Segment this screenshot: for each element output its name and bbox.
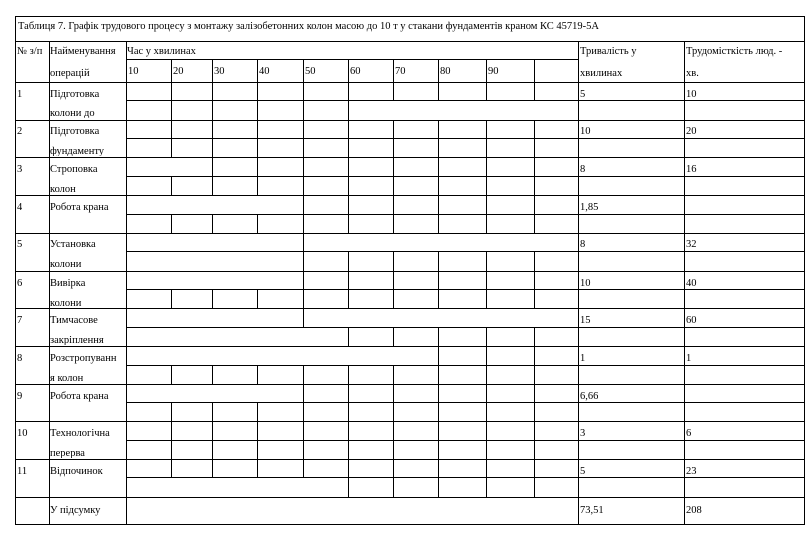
row-labor: 10 xyxy=(686,89,697,100)
gantt-tick xyxy=(534,327,535,346)
gantt-tick xyxy=(486,477,487,497)
gantt-tick xyxy=(486,459,487,477)
gantt-tick xyxy=(212,421,213,440)
gantt-tick xyxy=(486,327,487,346)
gantt-tick xyxy=(171,440,172,459)
gantt-tick xyxy=(171,82,172,100)
row-num: 6 xyxy=(17,278,23,289)
gantt-tick xyxy=(303,120,304,138)
gantt-tick xyxy=(393,365,394,384)
gantt-tick xyxy=(303,459,304,477)
row-labor: 6 xyxy=(686,428,692,439)
row-name-line1: Робота крана xyxy=(50,391,109,402)
gantt-tick xyxy=(438,271,439,289)
gantt-tick xyxy=(171,120,172,138)
row-duration: 1,85 xyxy=(580,202,599,213)
gantt-tick xyxy=(212,365,213,384)
row-subline xyxy=(578,138,684,139)
gantt-tick xyxy=(303,365,304,384)
gantt-tick xyxy=(348,384,349,402)
gantt-tick xyxy=(393,214,394,233)
row-num: 2 xyxy=(17,126,23,137)
gantt-tick xyxy=(393,384,394,402)
row-subline xyxy=(578,176,684,177)
gantt-tick xyxy=(534,82,535,100)
row-subline xyxy=(126,402,578,403)
gantt-tick xyxy=(212,138,213,157)
gantt-tick xyxy=(212,402,213,421)
gantt-tick xyxy=(257,459,258,477)
row-subline xyxy=(684,477,804,478)
row-subline xyxy=(578,100,684,101)
row-duration: 8 xyxy=(580,239,586,250)
header-num: № з/п xyxy=(17,46,43,57)
gantt-tick xyxy=(212,440,213,459)
gantt-tick xyxy=(438,214,439,233)
header-line xyxy=(126,59,578,60)
tick-line xyxy=(257,59,258,82)
row-subline xyxy=(126,477,578,478)
row-subline xyxy=(684,176,804,177)
gantt-tick xyxy=(534,195,535,214)
gantt-tick xyxy=(212,100,213,120)
row-subline xyxy=(126,176,578,177)
row-subline xyxy=(126,100,578,101)
gantt-tick xyxy=(212,459,213,477)
gantt-tick xyxy=(348,271,349,289)
row-name-line2: колони xyxy=(50,259,82,269)
gantt-tick xyxy=(303,421,304,440)
row-duration: 6,66 xyxy=(580,391,599,402)
table-caption: Таблиця 7. Графік трудового процесу з монтажу залізобетонних колон масою до 10 т у стакани фундаментів краном КС 45719-5А xyxy=(18,21,599,32)
gantt-tick xyxy=(486,176,487,195)
gantt-tick xyxy=(348,157,349,176)
row-labor: 60 xyxy=(686,315,697,326)
row-name-line2: колони xyxy=(50,298,82,308)
gantt-tick xyxy=(348,214,349,233)
row-line xyxy=(15,497,804,498)
gantt-tick xyxy=(348,82,349,100)
row-subline xyxy=(126,440,578,441)
gantt-tick xyxy=(534,384,535,402)
row-labor: 32 xyxy=(686,239,697,250)
gantt-tick xyxy=(438,346,439,365)
gantt-tick xyxy=(393,251,394,271)
gantt-tick xyxy=(486,271,487,289)
gantt-tick xyxy=(534,459,535,477)
row-duration: 5 xyxy=(580,89,586,100)
row-name-line1: Розстропуванн xyxy=(50,353,117,364)
row-num: 4 xyxy=(17,202,23,213)
gantt-tick xyxy=(171,176,172,195)
gantt-tick xyxy=(486,157,487,176)
gantt-tick xyxy=(303,233,304,251)
tick-line xyxy=(438,59,439,82)
gantt-tick xyxy=(212,289,213,308)
row-line xyxy=(15,459,804,460)
gantt-tick xyxy=(486,384,487,402)
gantt-tick xyxy=(171,100,172,120)
row-labor: 16 xyxy=(686,164,697,175)
row-subline xyxy=(578,214,684,215)
row-name-line2: колон xyxy=(50,184,76,194)
gantt-tick xyxy=(393,440,394,459)
header-labor-line2: хв. xyxy=(686,68,699,79)
row-subline xyxy=(578,289,684,290)
tick-line xyxy=(534,59,535,82)
row-line xyxy=(15,233,804,234)
row-name-line2: я колон xyxy=(50,373,84,383)
row-name-line1: Тимчасове xyxy=(50,315,98,326)
gantt-tick xyxy=(303,100,304,120)
gantt-tick xyxy=(393,402,394,421)
row-line xyxy=(15,195,804,196)
gantt-tick xyxy=(171,459,172,477)
header-duration-line2: хвилинах xyxy=(580,68,623,79)
gantt-tick xyxy=(486,251,487,271)
gantt-tick xyxy=(393,459,394,477)
gantt-tick xyxy=(534,421,535,440)
row-name-line2: перерва xyxy=(50,448,85,458)
column-line xyxy=(49,41,50,524)
row-labor: 23 xyxy=(686,466,697,477)
gantt-tick xyxy=(303,138,304,157)
gantt-tick xyxy=(303,251,304,271)
gantt-tick xyxy=(348,138,349,157)
gantt-tick xyxy=(171,365,172,384)
time-tick: 20 xyxy=(173,66,184,77)
time-tick: 10 xyxy=(128,66,139,77)
gantt-tick xyxy=(303,289,304,308)
gantt-tick xyxy=(348,120,349,138)
gantt-tick xyxy=(171,402,172,421)
gantt-tick xyxy=(212,176,213,195)
time-tick: 60 xyxy=(350,66,361,77)
row-name-line2: колони до xyxy=(50,108,95,118)
row-labor: 40 xyxy=(686,278,697,289)
total-label: У підсумку xyxy=(50,505,101,516)
tick-line xyxy=(393,59,394,82)
column-line xyxy=(684,41,685,524)
gantt-tick xyxy=(257,138,258,157)
row-duration: 5 xyxy=(580,466,586,477)
row-labor: 20 xyxy=(686,126,697,137)
row-name-line1: Підготовка xyxy=(50,89,100,100)
row-duration: 15 xyxy=(580,315,591,326)
gantt-tick xyxy=(171,289,172,308)
gantt-tick xyxy=(438,251,439,271)
gantt-tick xyxy=(257,157,258,176)
gantt-tick xyxy=(486,289,487,308)
table-border xyxy=(15,16,16,524)
gantt-tick xyxy=(486,138,487,157)
row-duration: 10 xyxy=(580,278,591,289)
row-num: 8 xyxy=(17,353,23,364)
gantt-tick xyxy=(348,195,349,214)
row-line xyxy=(15,421,804,422)
gantt-tick xyxy=(348,440,349,459)
gantt-tick xyxy=(534,365,535,384)
row-line xyxy=(15,271,804,272)
tick-line xyxy=(303,59,304,82)
gantt-tick xyxy=(303,271,304,289)
row-subline xyxy=(578,402,684,403)
gantt-tick xyxy=(303,308,304,327)
gantt-tick xyxy=(303,214,304,233)
gantt-tick xyxy=(348,251,349,271)
gantt-tick xyxy=(486,402,487,421)
row-num: 1 xyxy=(17,89,23,100)
time-tick: 40 xyxy=(259,66,270,77)
gantt-tick xyxy=(257,120,258,138)
gantt-tick xyxy=(393,195,394,214)
row-subline xyxy=(684,327,804,328)
row-duration: 8 xyxy=(580,164,586,175)
gantt-tick xyxy=(303,402,304,421)
gantt-tick xyxy=(534,477,535,497)
row-num: 9 xyxy=(17,391,23,402)
gantt-tick xyxy=(257,289,258,308)
tick-line xyxy=(486,59,487,82)
row-name-line1: Робота крана xyxy=(50,202,109,213)
row-name-line1: Вивірка xyxy=(50,278,86,289)
row-subline xyxy=(126,214,578,215)
gantt-tick xyxy=(438,440,439,459)
row-name-line1: Підготовка xyxy=(50,126,100,137)
gantt-tick xyxy=(534,176,535,195)
gantt-tick xyxy=(171,421,172,440)
gantt-tick xyxy=(438,459,439,477)
row-subline xyxy=(578,477,684,478)
gantt-tick xyxy=(303,82,304,100)
header-duration-line1: Тривалість у xyxy=(580,46,637,57)
gantt-tick xyxy=(534,271,535,289)
gantt-tick xyxy=(534,120,535,138)
gantt-tick xyxy=(534,251,535,271)
gantt-tick xyxy=(257,100,258,120)
gantt-tick xyxy=(303,384,304,402)
row-duration: 10 xyxy=(580,126,591,137)
header-name-line1: Найменування xyxy=(50,46,116,57)
gantt-tick xyxy=(212,120,213,138)
gantt-tick xyxy=(393,421,394,440)
gantt-tick xyxy=(438,402,439,421)
gantt-tick xyxy=(303,157,304,176)
row-subline xyxy=(684,440,804,441)
row-subline xyxy=(578,251,684,252)
gantt-tick xyxy=(534,138,535,157)
row-subline xyxy=(684,402,804,403)
row-name-line1: Відпочинок xyxy=(50,466,103,477)
gantt-tick xyxy=(438,327,439,346)
gantt-tick xyxy=(534,402,535,421)
gantt-tick xyxy=(438,138,439,157)
gantt-tick xyxy=(257,421,258,440)
row-subline xyxy=(684,100,804,101)
row-subline xyxy=(684,214,804,215)
row-duration: 1 xyxy=(580,353,586,364)
row-line xyxy=(15,120,804,121)
gantt-tick xyxy=(348,100,349,120)
gantt-tick xyxy=(348,459,349,477)
row-subline xyxy=(126,365,578,366)
gantt-tick xyxy=(438,384,439,402)
row-name-line2: фундаменту xyxy=(50,146,105,156)
gantt-tick xyxy=(257,176,258,195)
gantt-tick xyxy=(393,120,394,138)
row-duration: 3 xyxy=(580,428,586,439)
row-line xyxy=(15,82,804,83)
row-num: 3 xyxy=(17,164,23,175)
gantt-tick xyxy=(534,440,535,459)
time-tick: 90 xyxy=(488,66,499,77)
gantt-tick xyxy=(438,157,439,176)
gantt-tick xyxy=(486,421,487,440)
row-name-line1: Установка xyxy=(50,239,96,250)
row-line xyxy=(15,157,804,158)
gantt-tick xyxy=(393,176,394,195)
gantt-tick xyxy=(438,176,439,195)
gantt-tick xyxy=(534,157,535,176)
gantt-tick xyxy=(393,477,394,497)
header-line xyxy=(15,41,804,42)
row-name-line1: Технологічна xyxy=(50,428,110,439)
tick-line xyxy=(212,59,213,82)
time-tick: 30 xyxy=(214,66,225,77)
time-tick: 50 xyxy=(305,66,316,77)
tick-line xyxy=(171,59,172,82)
row-line xyxy=(15,384,804,385)
gantt-tick xyxy=(348,421,349,440)
gantt-tick xyxy=(438,365,439,384)
row-line xyxy=(15,346,804,347)
tick-line xyxy=(348,59,349,82)
row-line xyxy=(15,308,804,309)
gantt-tick xyxy=(438,421,439,440)
gantt-tick xyxy=(534,346,535,365)
gantt-tick xyxy=(393,271,394,289)
gantt-tick xyxy=(212,214,213,233)
gantt-tick xyxy=(486,214,487,233)
gantt-tick xyxy=(486,440,487,459)
gantt-tick xyxy=(393,82,394,100)
gantt-tick xyxy=(303,176,304,195)
table-border xyxy=(15,16,804,17)
gantt-tick xyxy=(348,365,349,384)
row-subline xyxy=(684,365,804,366)
gantt-tick xyxy=(212,157,213,176)
gantt-tick xyxy=(171,214,172,233)
row-subline xyxy=(578,327,684,328)
gantt-tick xyxy=(303,440,304,459)
gantt-tick xyxy=(348,176,349,195)
gantt-tick xyxy=(438,82,439,100)
row-subline xyxy=(126,138,578,139)
column-line xyxy=(578,41,579,524)
gantt-tick xyxy=(534,214,535,233)
gantt-tick xyxy=(171,138,172,157)
column-line xyxy=(126,41,127,524)
row-labor: 1 xyxy=(686,353,692,364)
total-duration: 73,51 xyxy=(580,505,604,516)
gantt-tick xyxy=(348,477,349,497)
time-tick: 70 xyxy=(395,66,406,77)
row-name-line1: Строповка xyxy=(50,164,98,175)
time-tick: 80 xyxy=(440,66,451,77)
table-border xyxy=(15,524,804,525)
gantt-tick xyxy=(534,289,535,308)
header-labor-line1: Трудомісткість люд. - xyxy=(686,46,783,57)
gantt-tick xyxy=(486,195,487,214)
gantt-tick xyxy=(486,82,487,100)
gantt-tick xyxy=(438,289,439,308)
table-border xyxy=(804,16,805,525)
gantt-tick xyxy=(486,120,487,138)
gantt-tick xyxy=(348,402,349,421)
row-subline xyxy=(126,327,578,328)
row-subline xyxy=(126,251,578,252)
gantt-tick xyxy=(348,289,349,308)
gantt-tick xyxy=(257,365,258,384)
gantt-tick xyxy=(257,440,258,459)
header-name-line2: операцій xyxy=(50,68,90,79)
gantt-tick xyxy=(257,82,258,100)
row-subline xyxy=(684,251,804,252)
row-subline xyxy=(684,289,804,290)
row-subline xyxy=(126,289,578,290)
row-subline xyxy=(684,138,804,139)
gantt-tick xyxy=(486,365,487,384)
row-subline xyxy=(578,440,684,441)
gantt-tick xyxy=(393,138,394,157)
gantt-tick xyxy=(438,195,439,214)
header-time: Час у хвилинах xyxy=(127,46,196,57)
row-num: 5 xyxy=(17,239,23,250)
gantt-tick xyxy=(303,195,304,214)
total-labor: 208 xyxy=(686,505,702,516)
gantt-tick xyxy=(486,346,487,365)
gantt-tick xyxy=(393,289,394,308)
gantt-tick xyxy=(393,327,394,346)
gantt-tick xyxy=(212,82,213,100)
row-num: 11 xyxy=(17,466,28,477)
gantt-tick xyxy=(438,120,439,138)
row-name-line2: закріплення xyxy=(50,335,104,345)
gantt-tick xyxy=(348,327,349,346)
gantt-tick xyxy=(393,157,394,176)
gantt-tick xyxy=(438,477,439,497)
gantt-tick xyxy=(257,402,258,421)
gantt-tick xyxy=(257,214,258,233)
row-num: 7 xyxy=(17,315,23,326)
row-subline xyxy=(578,365,684,366)
row-num: 10 xyxy=(17,428,28,439)
